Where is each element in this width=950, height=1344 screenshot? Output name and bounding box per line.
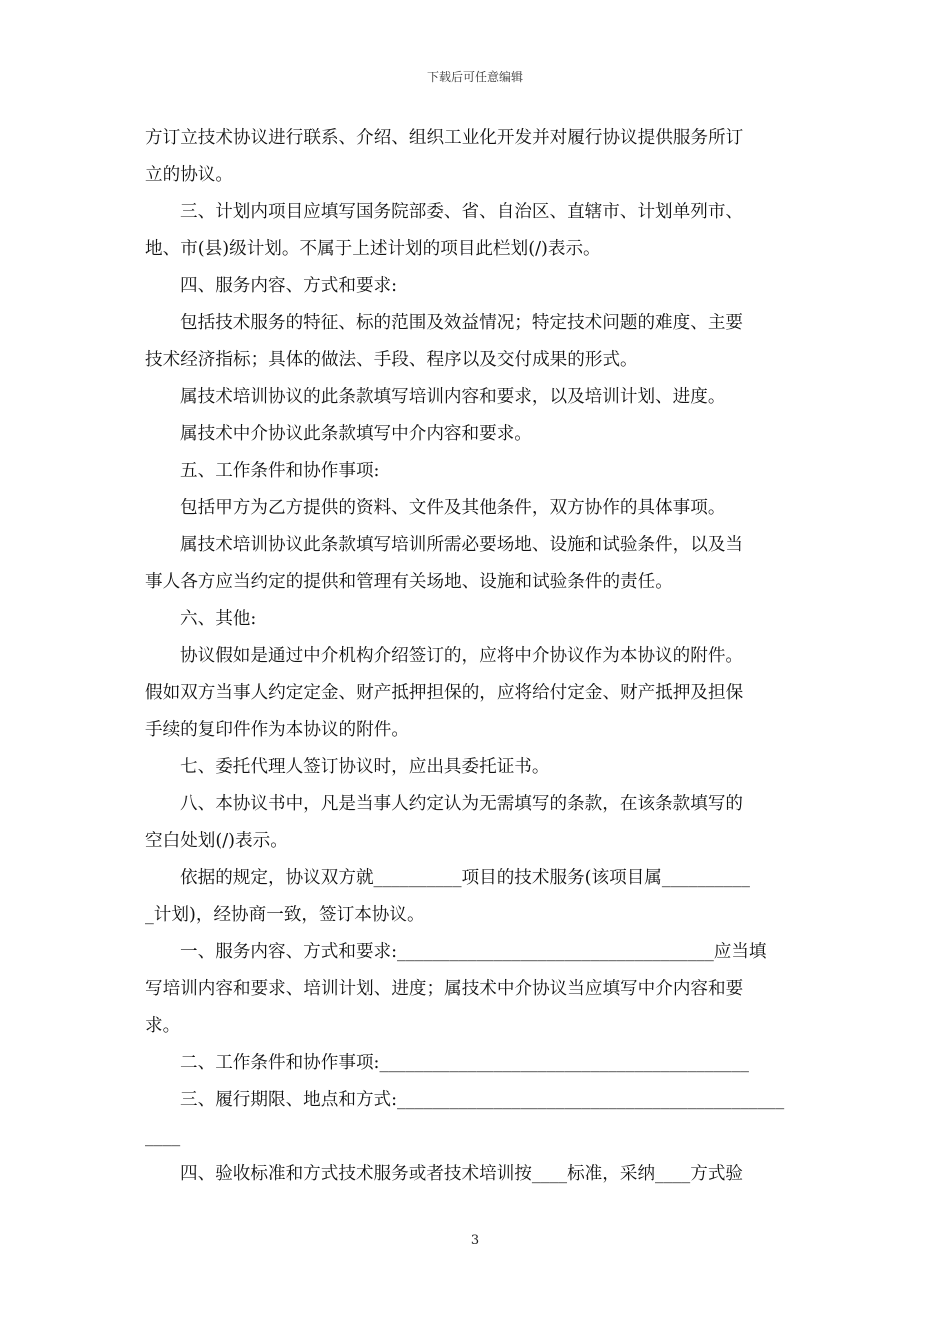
text-line: 三、计划内项目应填写国务院部委、省、自治区、直辖市、计划单列市、 — [180, 202, 744, 222]
text-line: 假如双方当事人约定定金、财产抵押担保的，应将给付定金、财产抵押及担保 — [145, 683, 744, 703]
text-line: 八、本协议书中，凡是当事人约定认为无需填写的条款，在该条款填写的 — [180, 794, 744, 814]
document-body — [145, 120, 808, 1193]
text-line: 协议假如是通过中介机构介绍签订的，应将中介协议作为本协议的附件。 — [180, 646, 744, 666]
text-line: 立的协议。 — [145, 165, 233, 185]
text-line: 包括技术服务的特征、标的范围及效益情况；特定技术问题的难度、主要 — [180, 313, 744, 333]
text-line: 手续的复印件作为本协议的附件。 — [145, 720, 409, 740]
section-heading: 四、服务内容、方式和要求: — [180, 276, 398, 296]
text-line: 地、市(县)级计划。不属于上述计划的项目此栏划(/)表示。 — [145, 239, 601, 259]
text-line: 依据的规定，协议双方就__________项目的技术服务(该项目属__________ — [180, 868, 750, 888]
text-line: 技术经济指标；具体的做法、手段、程序以及交付成果的形式。 — [145, 350, 638, 370]
text-line: 求。 — [145, 1016, 181, 1036]
text-line: 属技术培训协议此条款填写培训所需必要场地、设施和试验条件，以及当 — [180, 535, 744, 555]
page-header: 下载后可任意编辑 — [426, 70, 523, 84]
text-line: 方订立技术协议进行联系、介绍、组织工业化开发并对履行协议提供服务所订 — [145, 128, 744, 148]
text-line: 属技术培训协议的此条款填写培训内容和要求，以及培训计划、进度。 — [180, 387, 726, 407]
section-heading: 五、工作条件和协作事项: — [180, 461, 380, 481]
text-line: 一、服务内容、方式和要求:____________________________________应当填 — [180, 942, 767, 962]
text-line: 空白处划(/)表示。 — [145, 831, 288, 851]
text-line: 包括甲方为乙方提供的资料、文件及其他条件，双方协作的具体事项。 — [180, 498, 726, 518]
text-line: 写培训内容和要求、培训计划、进度；属技术中介协议当应填写中介内容和要 — [145, 979, 744, 999]
text-line: 四、验收标准和方式技术服务或者技术培训按____标准，采纳____方式验 — [180, 1164, 744, 1184]
text-line: 属技术中介协议此条款填写中介内容和要求。 — [180, 424, 532, 444]
text-line: 七、委托代理人签订协议时，应出具委托证书。 — [180, 757, 550, 777]
text-line: ____ — [145, 1127, 181, 1147]
text-line: 事人各方应当约定的提供和管理有关场地、设施和试验条件的责任。 — [145, 572, 673, 592]
section-heading: 六、其他: — [180, 609, 257, 629]
text-line: _计划)，经协商一致，签订本协议。 — [145, 905, 425, 925]
page-number: 3 — [470, 1233, 480, 1248]
text-line: 三、履行期限、地点和方式:____________________________________________ — [180, 1090, 785, 1110]
text-line: 二、工作条件和协作事项:__________________________________________ — [180, 1053, 749, 1073]
